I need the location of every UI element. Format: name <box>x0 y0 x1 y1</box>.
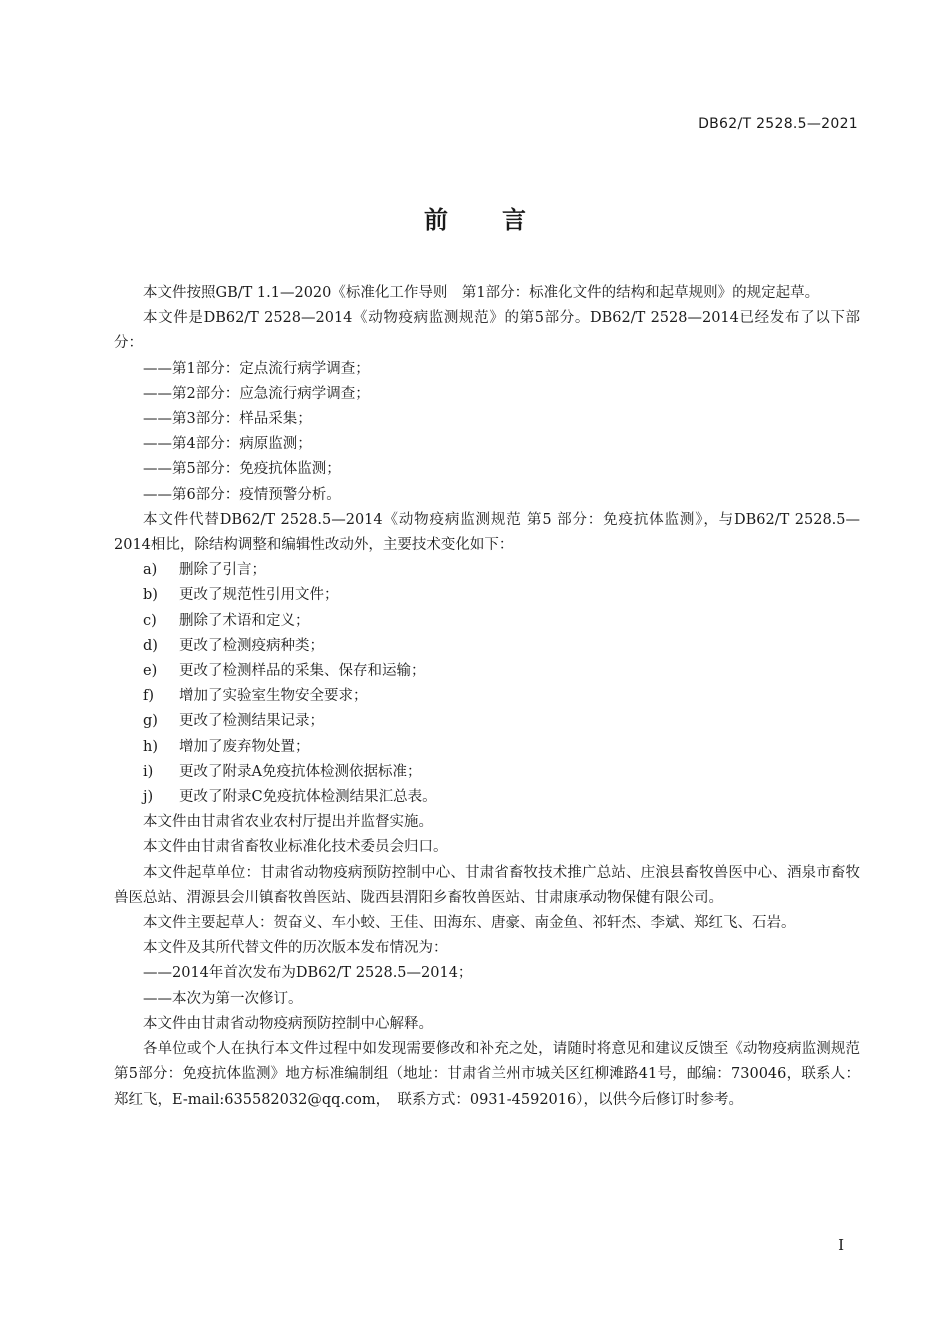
intro-paragraph-1: 本文件按照GB/T 1.1—2020《标准化工作导则 第1部分：标准化文件的结构和起草规则》的规定起草。 <box>143 285 820 301</box>
change-item <box>114 609 860 634</box>
part-list-item: ——第5部分：免疫抗体监测； <box>143 461 341 478</box>
replacement-paragraph: 本文件代替DB62/T 2528.5—2014《动物疫病监测规范 第5 部分：免疫抗体监测》，与DB62/T 2528.5—2014相比，除结构调整和编辑性改动外，主要技术变化如下： <box>114 511 860 554</box>
centralized-paragraph: 本文件由甘肃省畜牧业标准化技术委员会归口。 <box>143 839 448 856</box>
change-item-text: 增加了废弃物处置； <box>179 738 310 755</box>
change-item-text: 更改了检测结果记录； <box>179 713 324 730</box>
intro-paragraph-2: 本文件是DB62/T 2528—2014《动物疫病监测规范》的第5部分。DB62/T 2528—2014已经发布了以下部分： <box>114 310 860 352</box>
change-item <box>114 558 860 583</box>
change-item-label: a) <box>143 562 158 579</box>
change-item <box>114 735 860 760</box>
change-item-label: g) <box>143 713 158 730</box>
page-number: I <box>838 1236 844 1254</box>
feedback-paragraph: 各单位或个人在执行本文件过程中如发现需要修改和补充之处，请随时将意见和建议反馈至《动物疫病监测规范第5部分：免疫抗体监测》地方标准编制组（地址：甘肃省兰州市城关区红柳滩路41号，邮编：730046，联系人：郑红飞，E-mail:635582032@qq.com， 联系方式：0931-4592016），以供今后修订时参考。 <box>114 1041 860 1108</box>
change-item-text: 更改了检测样品的采集、保存和运输； <box>179 663 426 680</box>
change-item <box>114 684 860 709</box>
drafters-paragraph: 本文件主要起草人：贺奋义、车小蛟、王佳、田海东、唐豪、南金鱼、祁轩杰、李斌、郑红飞、石岩。 <box>143 915 796 932</box>
history-item: ——本次为第一次修订。 <box>143 990 303 1007</box>
part-list-item: ——第1部分：定点流行病学调查； <box>143 360 370 377</box>
change-item-label: e) <box>143 663 158 680</box>
change-item-label: d) <box>143 637 158 654</box>
interpreter-paragraph: 本文件由甘肃省动物疫病预防控制中心解释。 <box>143 1015 433 1032</box>
part-list-item: ——第2部分：应急流行病学调查； <box>143 385 370 402</box>
part-list-item: ——第4部分：病原监测； <box>143 436 312 453</box>
history-item: ——2014年首次发布为DB62/T 2528.5—2014； <box>143 965 473 982</box>
proposer-paragraph: 本文件由甘肃省农业农村厅提出并监督实施。 <box>143 814 433 831</box>
page-title: 前言 <box>424 206 580 234</box>
change-item <box>114 583 860 608</box>
change-item-label: j) <box>143 789 154 806</box>
change-item-text: 更改了规范性引用文件； <box>179 587 339 604</box>
change-item-text: 删除了术语和定义； <box>179 612 310 629</box>
change-item-label: f) <box>143 688 155 705</box>
change-item <box>114 785 860 810</box>
change-item-text: 更改了检测疫病种类； <box>179 637 324 654</box>
change-item-text: 更改了附录A免疫抗体检测依据标准； <box>179 763 422 780</box>
history-intro-paragraph: 本文件及其所代替文件的历次版本发布情况为： <box>143 940 448 957</box>
change-item <box>114 760 860 785</box>
change-item-text: 删除了引言； <box>179 562 266 579</box>
change-item-text: 增加了实验室生物安全要求； <box>179 688 368 705</box>
part-list-item: ——第3部分：样品采集； <box>143 411 312 428</box>
change-item <box>114 634 860 659</box>
change-item-label: i) <box>143 763 154 780</box>
change-item <box>114 659 860 684</box>
drafting-units-paragraph: 本文件起草单位：甘肃省动物疫病预防控制中心、甘肃省畜牧技术推广总站、庄浪县畜牧兽医中心、酒泉市畜牧兽医总站、渭源县会川镇畜牧兽医站、陇西县渭阳乡畜牧兽医站、甘肃康承动物保健有限公司。 <box>114 864 860 906</box>
change-item-text: 更改了附录C免疫抗体检测结果汇总表。 <box>179 789 437 806</box>
document-code: DB62/T 2528.5—2021 <box>698 116 858 132</box>
change-item-label: c) <box>143 612 157 629</box>
change-item-label: b) <box>143 587 158 604</box>
change-item-label: h) <box>143 738 158 755</box>
part-list-item: ——第6部分：疫情预警分析。 <box>143 486 341 503</box>
change-item <box>114 709 860 734</box>
foreword-body <box>114 281 860 1113</box>
